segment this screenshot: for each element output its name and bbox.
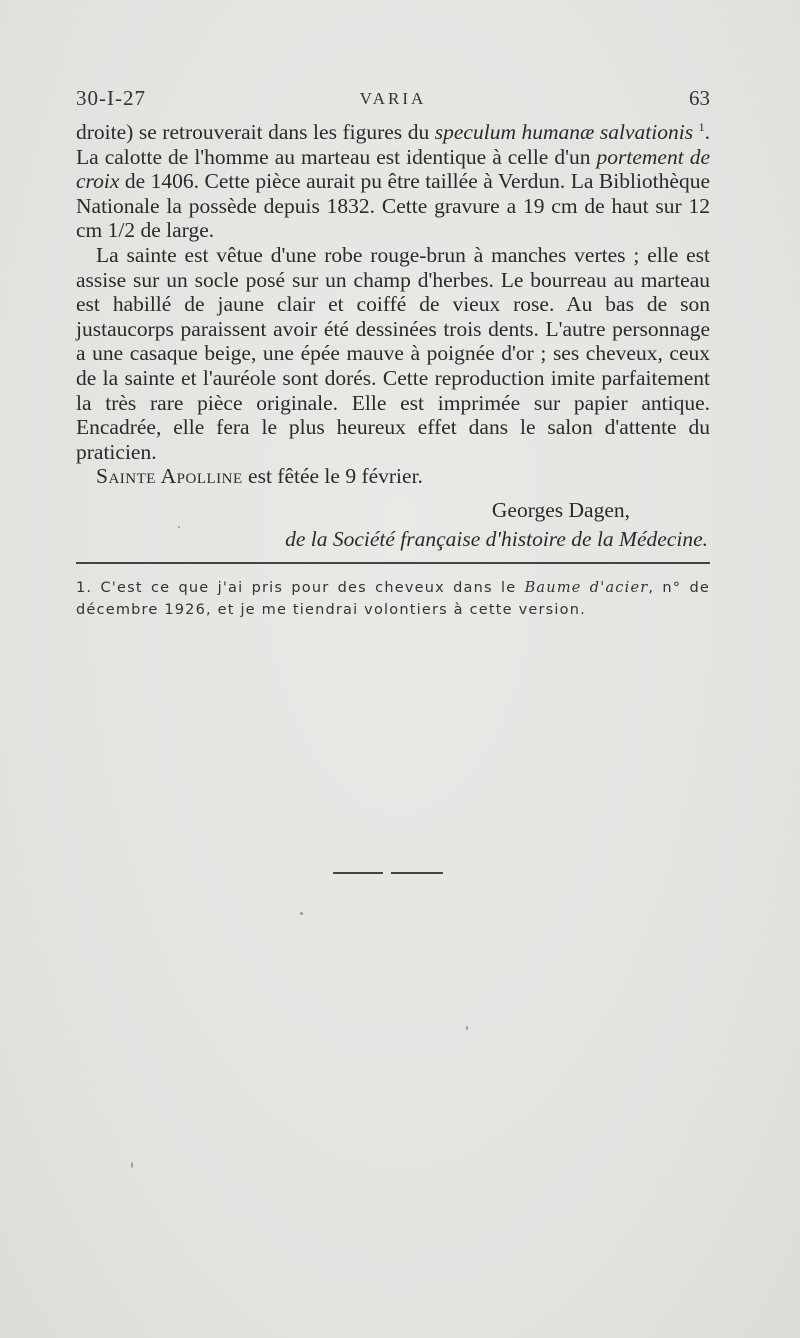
- paragraph-1-text-f: de 1406. Cette pièce aurait pu être taillée à Verdun. La Bibliothèque Nationale la possède depuis 1832. Cette gravure a 19 cm de haut sur 12 cm 1/2 de large.: [76, 169, 710, 243]
- speculum-title: speculum humanæ salvationis: [434, 120, 694, 144]
- author-name: Georges Dagen,: [491, 498, 630, 522]
- end-ornament: [333, 872, 443, 874]
- author-affiliation: de la Société française d'histoire de la Médecine.: [285, 527, 708, 551]
- paragraph-1-text-d: . La calotte de l'homme au marteau est identique à celle d'un: [76, 120, 711, 169]
- footnote: [76, 577, 710, 621]
- footnote-ref: 1: [698, 119, 705, 134]
- paragraph-1-text-a: droite) se retrouverait dans les figures du: [76, 120, 435, 144]
- paragraph-3: [76, 464, 710, 489]
- footnote-number: 1.: [76, 580, 93, 596]
- paragraph-2: La sainte est vêtue d'une robe rouge-brun à manches vertes ; elle est assise sur un socle posé sur un champ d'herbes. Le bourreau au marteau est habillé de jaune clair et coiffé de vieux rose. Au bas de son justaucorps paraissent avoir été dessinées trois dents. L'autre personnage a une casaque beige, une épée mauve à poignée d'or ; ses cheveux, ceux de la sainte et l'auréole sont dorés. Cette reproduction imite parfaitement la très rare pièce originale. Elle est imprimée sur papier antique. Encadrée, elle fera le plus heureux effet dans le salon d'attente du praticien.: [76, 242, 710, 464]
- paper-speck: [178, 526, 180, 528]
- body-text: [76, 120, 710, 489]
- footnote-book-title: Baume d'acier: [524, 580, 649, 596]
- paragraph-3-rest: est fêtée le 9 février.: [242, 464, 423, 489]
- portement-title: portement de croix: [76, 144, 711, 194]
- paper-speck: [131, 1162, 133, 1168]
- paper-speck: [466, 1026, 468, 1030]
- footnote-text-a: C'est ce que j'ai pris pour des cheveux dans le: [92, 580, 525, 596]
- signature-block: [76, 496, 710, 554]
- header-date: 30-I-27: [76, 86, 146, 110]
- saint-name: Sainte Apolline: [96, 464, 243, 489]
- end-ornament-left: [333, 872, 383, 874]
- paper-speck: [300, 912, 303, 915]
- paragraph-1: [76, 120, 710, 243]
- page-number: 63: [689, 86, 710, 110]
- running-head: [76, 86, 710, 112]
- footnote-divider: [76, 562, 710, 564]
- footnote-text-c: , n° de décembre 1926, et je me tiendrai volontiers à cette version.: [76, 580, 711, 618]
- end-ornament-right: [391, 872, 443, 874]
- header-section-title: VARIA: [359, 89, 427, 108]
